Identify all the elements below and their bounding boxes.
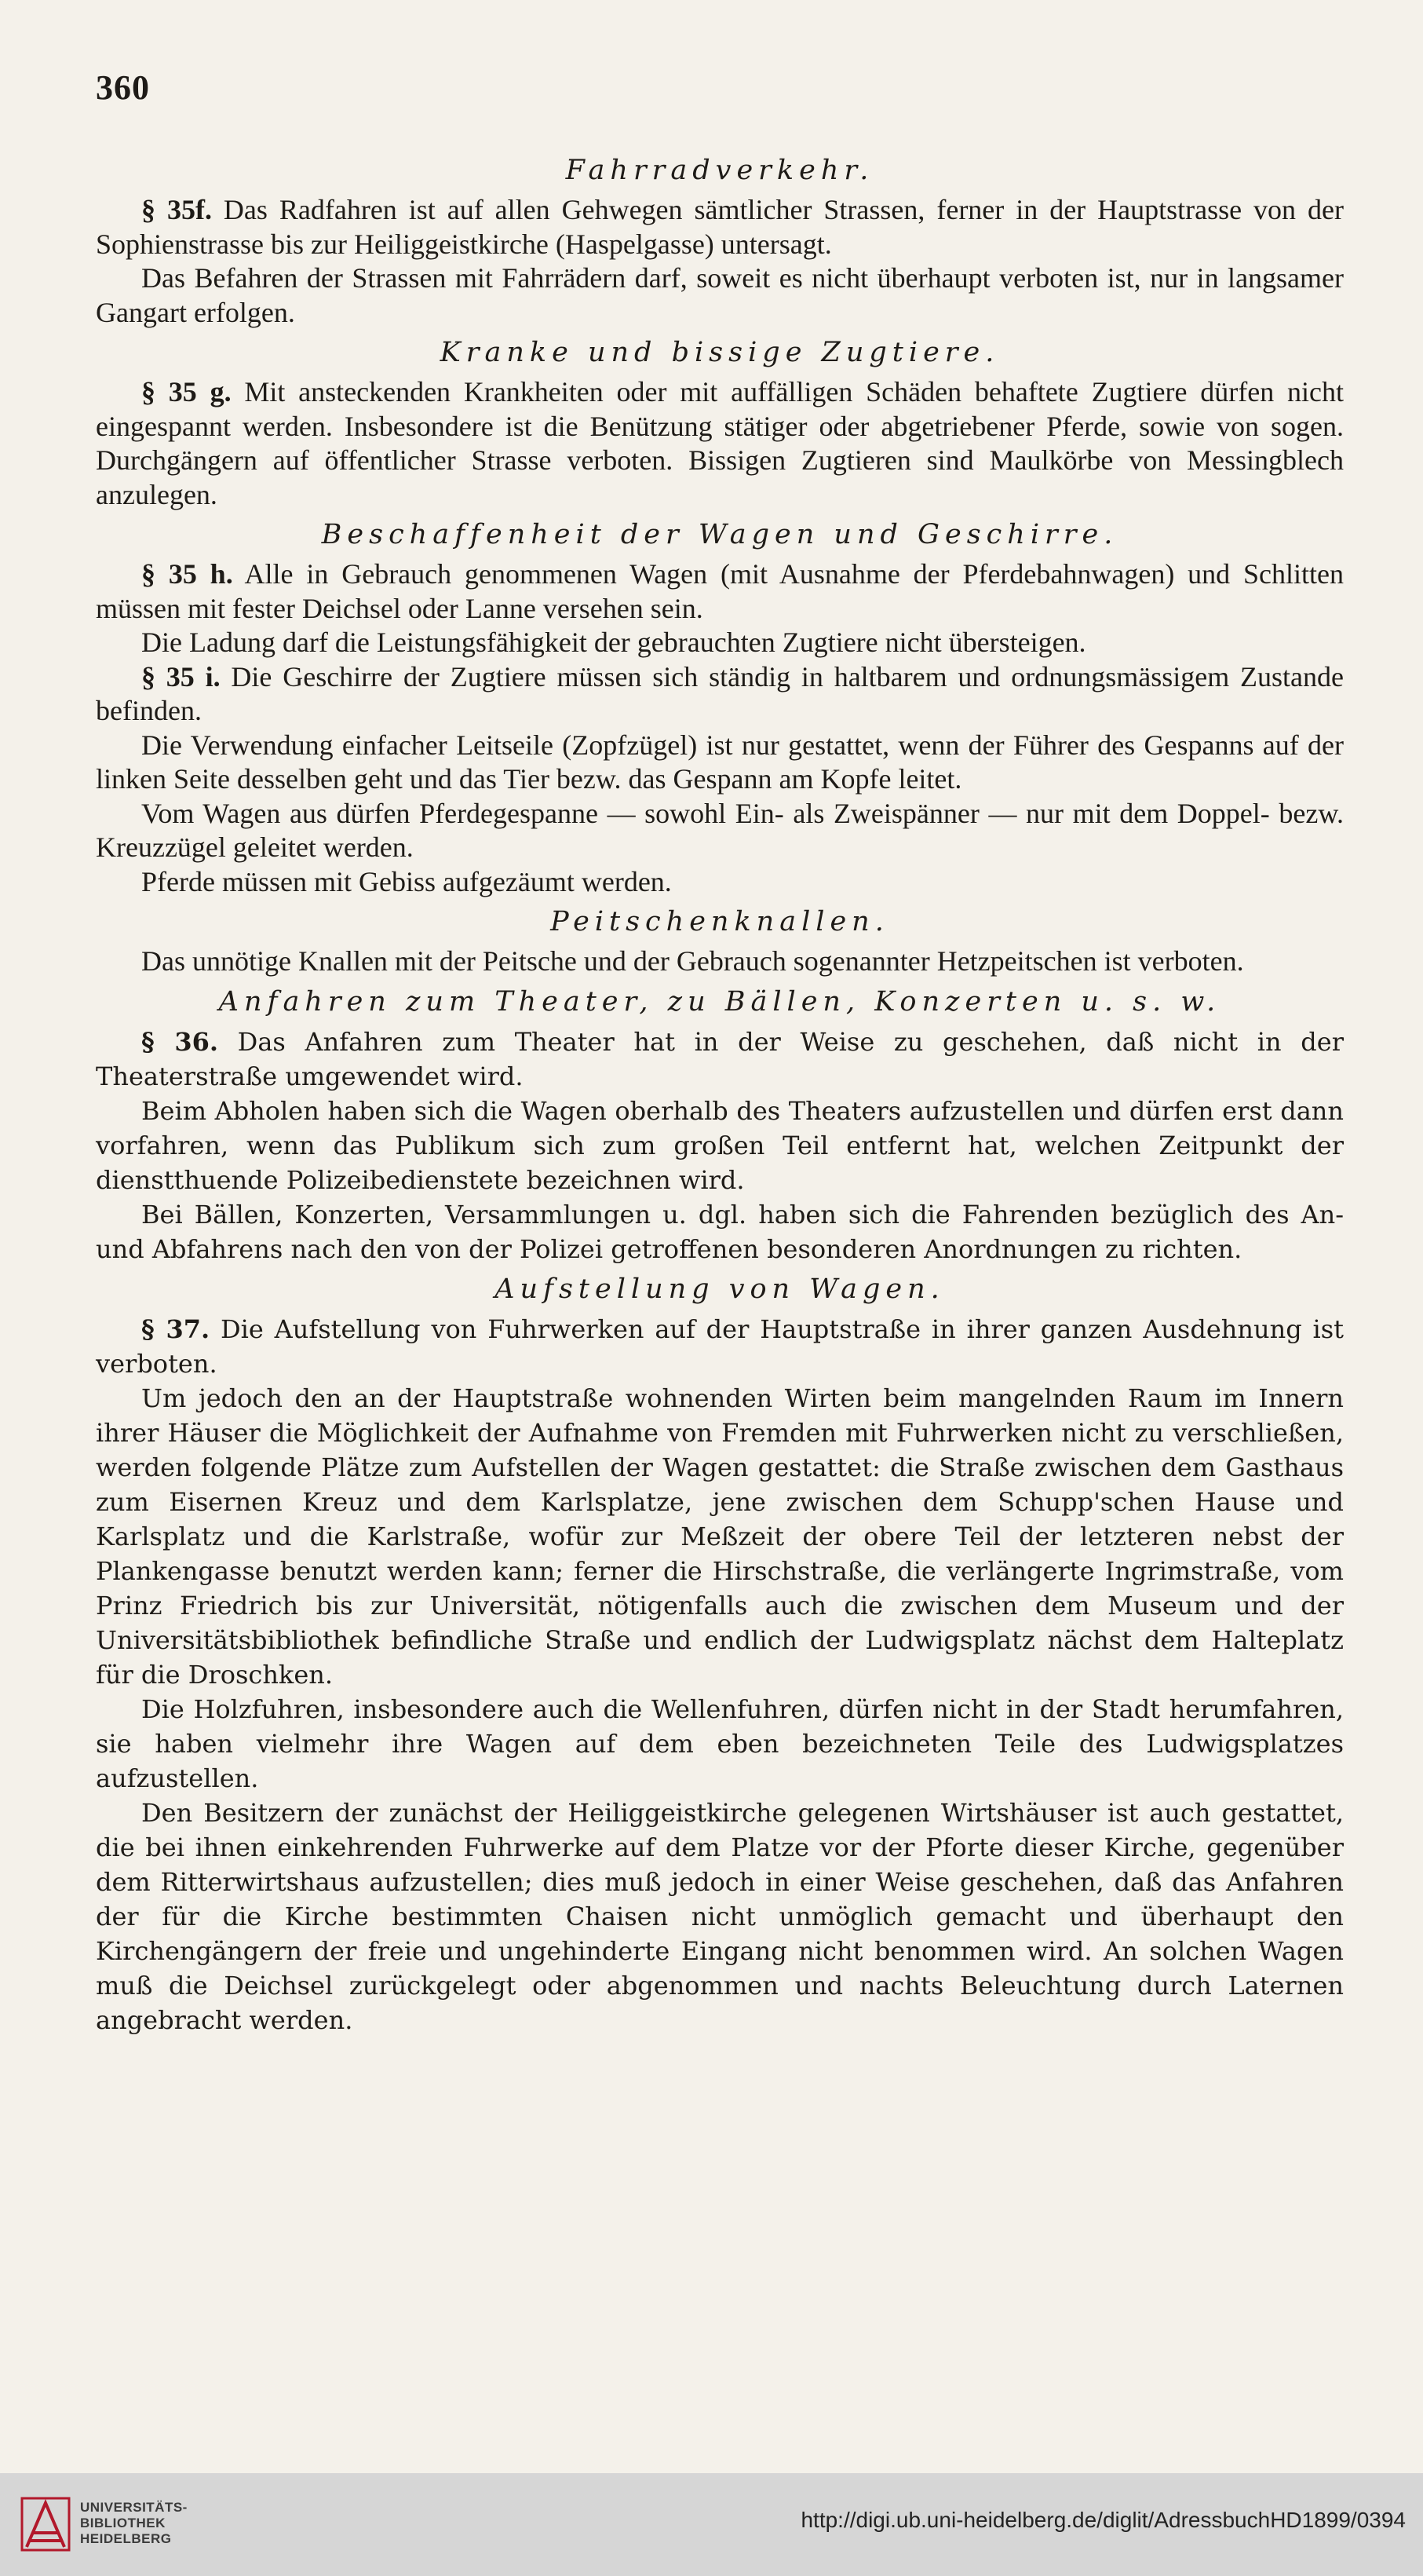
paragraph-number: § 35f. — [141, 194, 212, 225]
paragraph-number: § 35 g. — [141, 376, 232, 407]
section — [96, 515, 1344, 899]
library-logo-icon — [19, 2494, 72, 2560]
paragraph-number: § 36. — [141, 1026, 219, 1057]
section-heading: Kranke und bissige Zugtiere. — [440, 337, 1000, 368]
paragraph — [96, 557, 1344, 626]
footer-bar — [0, 2473, 1423, 2576]
paragraph-text: Das Anfahren zum Theater hat in der Weise zu geschehen, daß nicht in der Theaterstraße umgewendet wird. — [96, 1026, 1345, 1091]
paragraph-text: Das Radfahren ist auf allen Gehwegen sämtlicher Strassen, ferner in der Hauptstrasse von der Sophienstrasse bis zur Heiliggeistkirche (Haspelgasse) untersagt. — [96, 194, 1344, 260]
paragraph-text: Mit ansteckenden Krankheiten oder mit auffälligen Schäden behaftete Zugtiere dürfen nicht eingespannt werden. Insbesondere ist die Benützung stätiger oder abgetriebener Pferde, sowie von sogen. Durchgängern auf öffentlicher Strasse verboten. Bissigen Zugtieren sind Maulkörbe von Messingblech anzulegen. — [96, 376, 1345, 510]
paragraph-text: Das Befahren der Strassen mit Fahrrädern darf, soweit es nicht überhaupt verboten ist, nur in langsamer Gangart erfolgen. — [96, 262, 1344, 328]
section — [96, 902, 1344, 979]
paragraph — [96, 660, 1344, 729]
paragraph — [96, 1692, 1344, 1796]
paragraph-text: Die Geschirre der Zugtiere müssen sich ständig in haltbarem und ordnungsmässigem Zustande befinden. — [96, 660, 1344, 726]
paragraph-text: Das unnötige Knallen mit der Peitsche und der Gebrauch sogenannter Hetzpeitschen ist verboten. — [141, 945, 1244, 977]
paragraph — [96, 1197, 1344, 1266]
paragraph-text: Die Verwendung einfacher Leitseile (Zopfzügel) ist nur gestattet, wenn der Führer des Gespanns auf der linken Seite desselben geht und das Tier bezw. das Gespann am Kopfe leitet. — [96, 729, 1344, 795]
paragraph-text: Die Ladung darf die Leistungsfähigkeit der gebrauchten Zugtiere nicht übersteigen. — [141, 627, 1086, 658]
source-url-link[interactable]: http://digi.ub.uni-heidelberg.de/diglit/AdressbuchHD1899/0394 — [801, 2508, 1406, 2532]
paragraph-text: Die Holzfuhren, insbesondere auch die Wellenfuhren, dürfen nicht in der Stadt herumfahren, sie haben vielmehr ihre Wagen auf dem eben bezeichneten Teile des Ludwigsplatzes aufzustellen. — [96, 1694, 1344, 1793]
section — [96, 151, 1344, 330]
paragraph-text: Den Besitzern der zunächst der Heiliggeistkirche gelegenen Wirtshäuser ist auch gestattet, die bei ihnen einkehrenden Fuhrwerke auf dem Platze vor der Pforte dieser Kirche, gegenüber dem Ritterwirtshaus aufzustellen; dies muß jedoch in einer Weise geschehen, daß das Anfahren der für die Kirche bestimmten Chaisen nicht unmöglich gemacht und überhaupt den Kirchengängern der freie und ungehinderte Eingang nicht benommen wird. An solchen Wagen muß die Deichsel zurückgelegt oder abgenommen und nachts Beleuchtung durch Laternen angebracht werden. — [96, 1797, 1344, 2035]
paragraph — [96, 945, 1344, 979]
library-name-line1: UNIVERSITÄTS- — [80, 2500, 188, 2515]
section — [96, 982, 1344, 1266]
paragraph-number: § 35 i. — [141, 660, 221, 692]
paragraph-text: Beim Abholen haben sich die Wagen oberhalb des Theaters aufzustellen und dürfen erst dann vorfahren, wenn das Publikum sich zum großen Teil entfernt hat, welchen Zeitpunkt der dienstthuende Polizeibedienstete bezeichnen wird. — [96, 1095, 1344, 1195]
paragraph-text: Pferde müssen mit Gebiss aufgezäumt werden. — [141, 865, 672, 897]
paragraph-text: Bei Bällen, Konzerten, Versammlungen u. dgl. haben sich die Fahrenden bezüglich des An- und Abfahrens nach den von der Polizei getroffenen besonderen Anordnungen zu richten. — [96, 1199, 1344, 1264]
paragraph-text: Um jedoch den an der Hauptstraße wohnenden Wirten beim mangelnden Raum im Innern ihrer Häuser die Möglichkeit der Aufnahme von Fremden mit Fuhrwerken nicht zu verschließen, werden folgende Plätze zum Aufstellen der Wagen gestattet: die Straße zwischen dem Gasthaus zum Eisernen Kreuz und dem Karlsplatze, jene zwischen dem Schupp'schen Hause und Karlsplatz und die Karlstraße, wofür zur Meßzeit der obere Teil der letzteren nebst der Plankengasse benutzt werden kann; ferner die Hirschstraße, die verlängerte Ingrimstraße, vom Prinz Friedrich bis zur Universität, nötigenfalls auch die zwischen dem Museum und der Universitätsbibliothek befindliche Straße und endlich der Ludwigsplatz nächst dem Halteplatz für die Droschken. — [96, 1383, 1344, 1690]
library-name — [80, 2500, 188, 2547]
paragraph — [96, 729, 1344, 797]
library-name-line3: HEIDELBERG — [80, 2531, 172, 2546]
paragraph-text: Vom Wagen aus dürfen Pferdegespanne — sowohl Ein- als Zweispänner — nur mit dem Doppel- bezw. Kreuzzügel geleitet werden. — [96, 797, 1344, 863]
section — [96, 1270, 1344, 2037]
paragraph — [96, 865, 1344, 900]
section-heading: Anfahren zum Theater, zu Bällen, Konzerten u. s. w. — [218, 985, 1221, 1018]
paragraph-text: Alle in Gebrauch genommenen Wagen (mit Ausnahme der Pferdebahnwagen) und Schlitten müssen mit fester Deichsel oder Lanne versehen sein. — [96, 558, 1344, 624]
paragraph — [96, 1312, 1344, 1381]
paragraph — [96, 626, 1344, 660]
section-heading: Aufstellung von Wagen. — [494, 1273, 945, 1305]
paragraph — [96, 797, 1344, 865]
section — [96, 333, 1344, 512]
section-heading: Peitschenknallen. — [550, 906, 889, 937]
document-body — [96, 148, 1344, 2037]
section-heading: Beschaffenheit der Wagen und Geschirre. — [321, 519, 1118, 550]
section-heading: Fahrradverkehr. — [565, 155, 874, 186]
paragraph-number: § 37. — [141, 1314, 210, 1344]
paragraph-text: Die Aufstellung von Fuhrwerken auf der Hauptstraße in ihrer ganzen Ausdehnung ist verboten. — [96, 1314, 1345, 1379]
page-number: 360 — [96, 68, 150, 107]
library-name-line2: BIBLIOTHEK — [80, 2516, 166, 2530]
paragraph — [96, 1796, 1344, 2037]
paragraph-number: § 35 h. — [141, 558, 233, 590]
paragraph — [96, 1381, 1344, 1692]
paragraph — [96, 261, 1344, 330]
paragraph — [96, 375, 1344, 512]
paragraph — [96, 1094, 1344, 1197]
paragraph — [96, 1025, 1344, 1094]
paragraph — [96, 193, 1344, 261]
